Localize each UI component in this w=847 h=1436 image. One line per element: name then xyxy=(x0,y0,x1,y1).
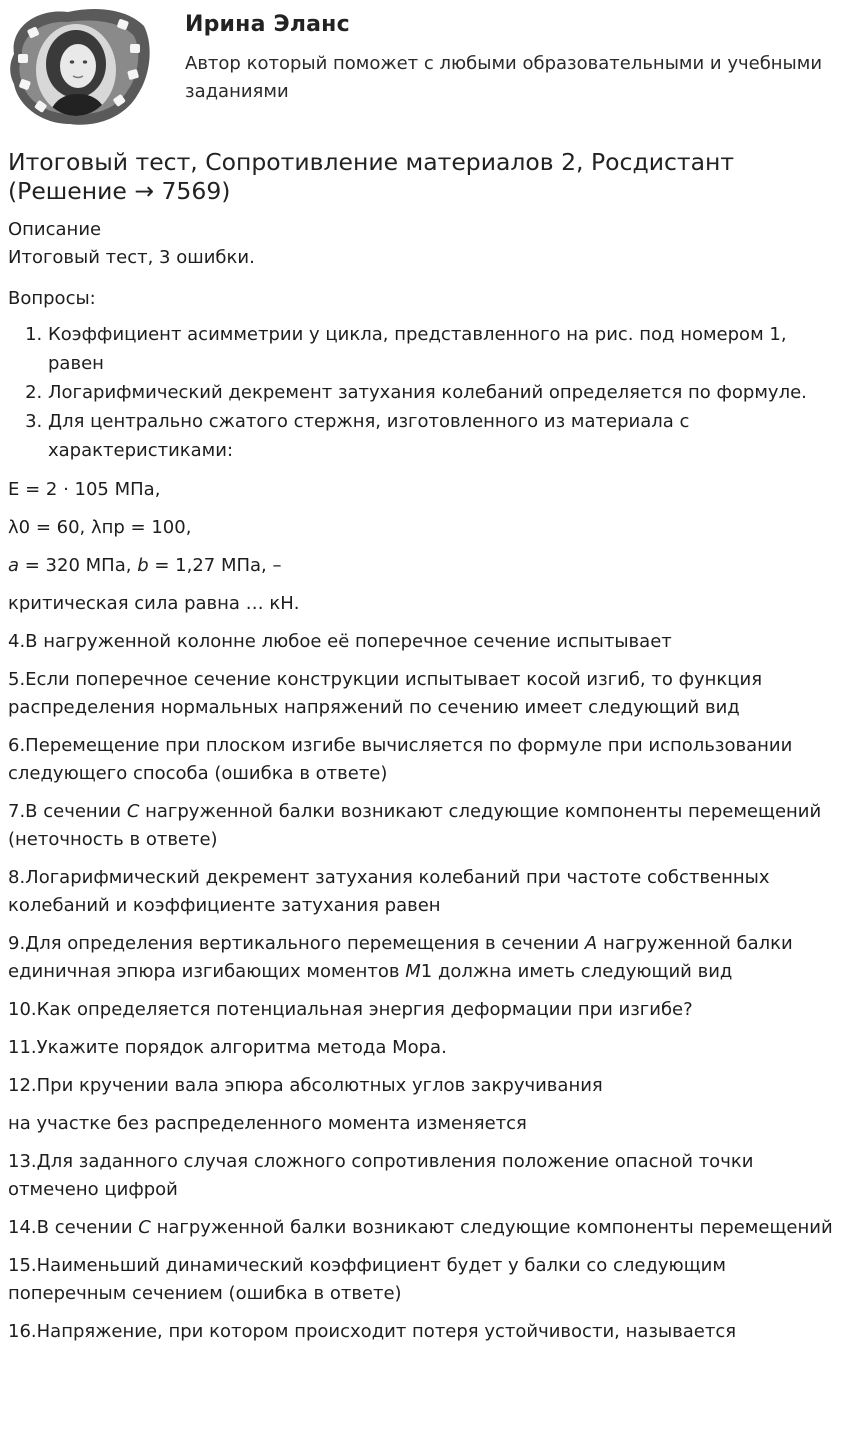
page-title: Итоговый тест, Сопротивление материалов 2, Росдистант (Решение → 7569) xyxy=(8,148,735,205)
formula-elastic-modulus: E = 2 · 105 МПа, xyxy=(8,479,161,500)
question-9-text: нагруженной балки единичная эпюра изгибающих моментов xyxy=(8,933,793,982)
symbol-a: a xyxy=(8,555,20,576)
description-text: Итоговый тест, 3 ошибки. xyxy=(8,247,255,268)
symbol-m: М xyxy=(405,961,421,982)
symbol-b: b xyxy=(137,555,149,576)
question-7-text: нагруженной балки возникают следующие компоненты перемещений (неточность в ответе) xyxy=(8,801,822,850)
formula-slenderness: λ0 = 60, λпр = 100, xyxy=(8,517,192,538)
question-4: 4.В нагруженной колонне любое её поперечное сечение испытывает xyxy=(8,631,672,652)
author-header xyxy=(0,0,847,140)
author-avatar[interactable] xyxy=(6,6,152,128)
symbol-c: С xyxy=(138,1217,151,1238)
question-9 xyxy=(8,930,840,986)
question-item: 1. Коэффициент асимметрии у цикла, представленного на рис. под номером 1, равен xyxy=(48,320,840,378)
question-9-text: 1 должна иметь следующий вид xyxy=(420,961,733,982)
question-6: 6.Перемещение при плоском изгибе вычисляется по формуле при использовании следующего способа (ошибка в ответе) xyxy=(8,735,793,784)
value-a: = 320 МПа, xyxy=(19,555,138,576)
symbol-c: С xyxy=(126,801,140,822)
question-15: 15.Наименьший динамический коэффициент будет у балки со следующим поперечным сечением (ошибка в ответе) xyxy=(8,1255,726,1304)
question-item: 3. Для центрально сжатого стержня, изготовленного из материала с характеристиками: xyxy=(48,407,840,465)
question-5: 5.Если поперечное сечение конструкции испытывает косой изгиб, то функция распределения нормальных напряжений по сечению имеет следующий вид xyxy=(8,669,763,718)
question-14-text: нагруженной балки возникают следующие компоненты перемещений xyxy=(150,1217,833,1238)
question-14-text: 14.В сечении xyxy=(8,1217,139,1238)
question-7-text: 7.В сечении xyxy=(8,801,127,822)
numbered-question-list xyxy=(8,320,840,465)
author-name[interactable]: Ирина Эланс xyxy=(185,12,350,37)
question-13: 13.Для заданного случая сложного сопротивления положение опасной точки отмечено цифрой xyxy=(8,1151,754,1200)
question-8: 8.Логарифмический декремент затухания колебаний при частоте собственных колебаний и коэффициенте затухания равен xyxy=(8,867,770,916)
question-7 xyxy=(8,798,840,854)
question-14 xyxy=(8,1214,840,1242)
question-9-text: 9.Для определения вертикального перемещения в сечении xyxy=(8,933,585,954)
author-description: Автор который поможет с любыми образовательными и учебными заданиями xyxy=(185,53,823,102)
formula-coefficients xyxy=(8,552,840,580)
question-16: 16.Напряжение, при котором происходит потеря устойчивости, называется xyxy=(8,1321,737,1342)
questions-label: Вопросы: xyxy=(8,288,96,309)
value-b: = 1,27 МПа, – xyxy=(148,555,282,576)
question-12-continuation: на участке без распределенного момента изменяется xyxy=(8,1113,527,1134)
question-item: 2. Логарифмический декремент затухания колебаний определяется по формуле. xyxy=(48,378,840,407)
document-content xyxy=(8,148,840,1346)
question-12: 12.При кручении вала эпюра абсолютных углов закручивания xyxy=(8,1075,603,1096)
question-10: 10.Как определяется потенциальная энергия деформации при изгибе? xyxy=(8,999,693,1020)
symbol-a-section: А xyxy=(584,933,598,954)
question-11: 11.Укажите порядок алгоритма метода Мора. xyxy=(8,1037,447,1058)
formula-critical-force: критическая сила равна … кН. xyxy=(8,593,300,614)
description-label: Описание xyxy=(8,219,102,240)
